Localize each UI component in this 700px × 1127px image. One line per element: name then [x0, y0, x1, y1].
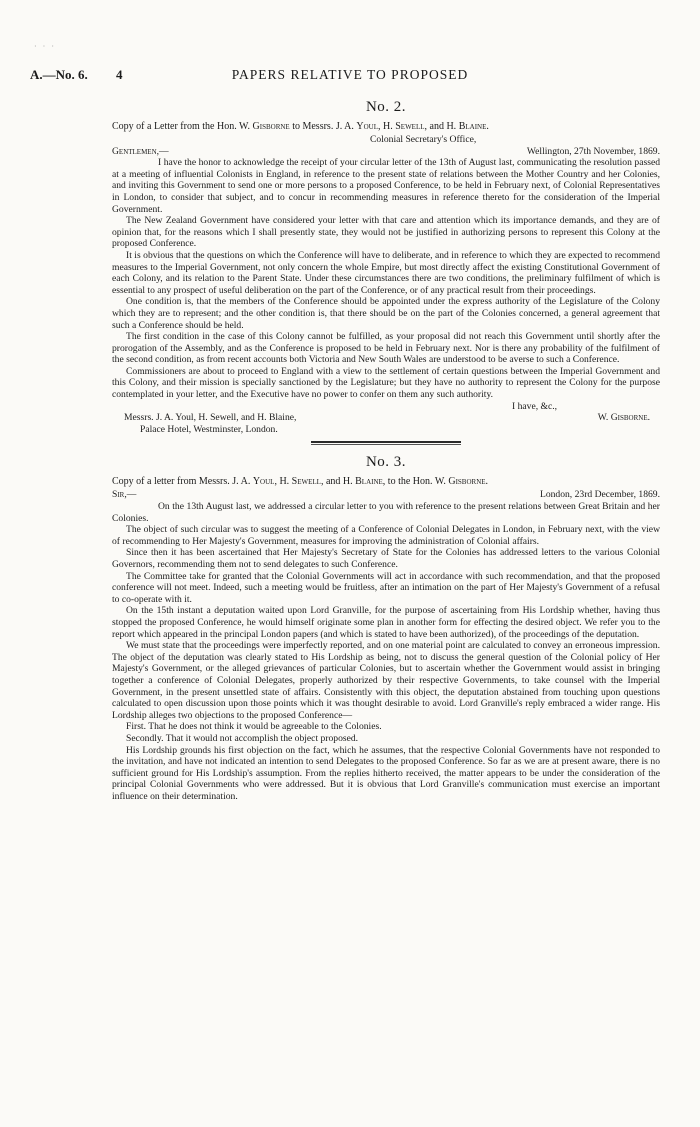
- letter-2-recipients-line2: Palace Hotel, Westminster, London.: [140, 423, 278, 435]
- letter-2-salutation: Gentlemen,—: [112, 145, 169, 157]
- letter-3-salutation-row: [112, 489, 660, 501]
- letter-3-paragraph: On the 15th instant a deputation waited upon Lord Granville, for the purpose of ascertaining from His Lordship whether, having thus stopped the proposed Conference, he would himself originate some plan in another form for effecting the desired object. We refer you to the report which appeared in the principal London papers (and which is stated to have been authorized), of the proceedings of the deputation.: [112, 605, 660, 640]
- section-divider: [311, 441, 461, 445]
- page-number: 4: [116, 67, 123, 82]
- letter-2-closing: I have, &c.,: [512, 400, 558, 412]
- running-title: PAPERS RELATIVE TO PROPOSED: [231, 67, 469, 82]
- letter-2-place-date: Wellington, 27th November, 1869.: [526, 145, 660, 157]
- letter-3-salutation: Sir,—: [112, 489, 137, 501]
- letter-2-office: Colonial Secretary's Office,: [370, 134, 477, 145]
- letter-2-paragraph: The first condition in the case of this Colony cannot be fulfilled, as your proposal did not reach this Government until shortly after the prorogation of the Assembly, and as the Conference is proposed to be held in February next. Nor is there any probability of the fulfilment of the second condition, as from recent accounts both Victoria and New South Wales are understood to be averse to such a Conference.: [112, 331, 660, 366]
- letter-3-paragraph: The Committee take for granted that the Colonial Governments will act in accordance with such recommendation, and that the proposed conference will not meet. Indeed, such a meeting would be fruitless, after an intimation on the part of Her Majesty's Government of a refusal to co-operate with it.: [112, 570, 660, 605]
- letter-3-paragraph: We must state that the proceedings were imperfectly reported, and on one material point are calculated to convey an erroneous impression. The object of the deputation was clearly stated to His Lordship as being, not to discuss the general question of the Colonial policy of Her Majesty's Government, or the alleged grievances of particular Colonies, but to ascertain whether the Government would assist in bringing together a conference of Colonial Delegates, properly authorized by their respective Governments, to take counsel with the Imperial Government, in the present unsettled state of affairs. Consistently with this object, the deputation abstained from touching upon questions calculated to open discussion upon those points which it was thought desirable to avoid. Lord Granville's reply embraced a wider range. His Lordship alleges two objections to the proposed Conference—: [112, 640, 660, 721]
- letter-3-place-date: London, 23rd December, 1869.: [539, 489, 660, 501]
- page-body: [112, 98, 660, 802]
- letter-2-heading: No. 2.: [365, 99, 407, 115]
- letter-3-paragraph: His Lordship grounds his first objection on the fact, which he assumes, that the respective Colonial Governments have not responded to the invitation, and have not indicated an intention to send Delegates to the proposed Conference. So far as we are at present aware, there is no sufficient ground for His Lordship's assumption. From the replies hitherto received, the matter appears to be under the consideration of the principal Colonial Governments who were addressed. But it is obvious that Lord Granville's communication must exercise an important influence on their determination.: [112, 744, 660, 802]
- stray-marks: · · ·: [34, 42, 56, 51]
- letter-2-signoff: [112, 401, 660, 424]
- page-header: [30, 67, 670, 85]
- letter-3-caption: Copy of a letter from Messrs. J. A. Youl, H. Sewell, and H. Blaine, to the Hon. W. Gisborne.: [112, 476, 489, 488]
- letter-2-salutation-row: [112, 146, 660, 158]
- letter-3-paragraph: On the 13th August last, we addressed a circular letter to you with reference to the present relations between Great Britain and her Colonies.: [112, 501, 660, 524]
- letter-2-paragraph: It is obvious that the questions on which the Conference will have to deliberate, and in reference to which they are expected to recommend measures to the Imperial Government, not only concern the whole Empire, but most directly affect the existing Constitutional Government of each Colony, and its relation to the Parent State. Under these circumstances there are two conditions, the preliminary fulfilment of which is essential to any prospect of useful deliberation on the part of the Conference, or of any practical result from their proceedings.: [112, 249, 660, 296]
- letter-3-list-item: Secondly. That it would not accomplish the object proposed.: [126, 732, 359, 744]
- letter-2-paragraph: One condition is, that the members of the Conference should be appointed under the express authority of the Legislature of the Colony which they are to represent; and the other condition is, that there should be on the part of the Colonies concerned, a general agreement that such a Conference should be held.: [112, 296, 660, 331]
- document-number: A.—No. 6.: [30, 67, 88, 82]
- letter-2-paragraph: Commissioners are about to proceed to England with a view to the settlement of certain questions between the Imperial Government and this Colony, and their mission is specially sanctioned by the Legislature; but they have no authority to represent the Colony for the purpose contemplated in your letter, and the Executive have no power to confer on them any such authority.: [112, 365, 660, 401]
- letter-3-paragraph: The object of such circular was to suggest the meeting of a Conference of Colonial Delegates in London, in February next, with the view of recommending to Her Majesty's Government, measures for improving the administration of Colonial affairs.: [112, 524, 660, 547]
- letter-3-list-item: First. That he does not think it would be agreeable to the Colonies.: [126, 721, 382, 733]
- letter-2-paragraph: I have the honor to acknowledge the receipt of your circular letter of the 13th of August last, communicating the resolution passed at a meeting of influential Colonists in England, in reference to the present state of relations between the Mother Country and her Colonies, and inviting this Government to send one or more persons to a proposed Conference, to be held in February next, of Colonial Representatives in London, to consider that subject, and to concur in recommending measures in reference thereto for the consideration of the Imperial Government.: [112, 157, 660, 215]
- letter-2-caption: Copy of a Letter from the Hon. W. Gisborne to Messrs. J. A. Youl, H. Sewell, and H. Blaine.: [112, 121, 489, 132]
- letter-3-heading: No. 3.: [365, 454, 407, 471]
- letter-3-paragraph: Since then it has been ascertained that Her Majesty's Secretary of State for the Colonies has addressed letters to the various Colonial Governors, recommending them not to send delegates to such Conference.: [112, 547, 660, 570]
- letter-2-paragraph: The New Zealand Government have considered your letter with that care and attention which its importance demands, and they are of opinion that, for the reasons which I shall presently state, they would not be justified in authorizing persons to represent this Colony at the proposed Conference.: [112, 215, 660, 250]
- letter-2-signature: W. Gisborne.: [597, 412, 650, 424]
- letter-2-recipients-line1: Messrs. J. A. Youl, H. Sewell, and H. Blaine,: [124, 412, 297, 424]
